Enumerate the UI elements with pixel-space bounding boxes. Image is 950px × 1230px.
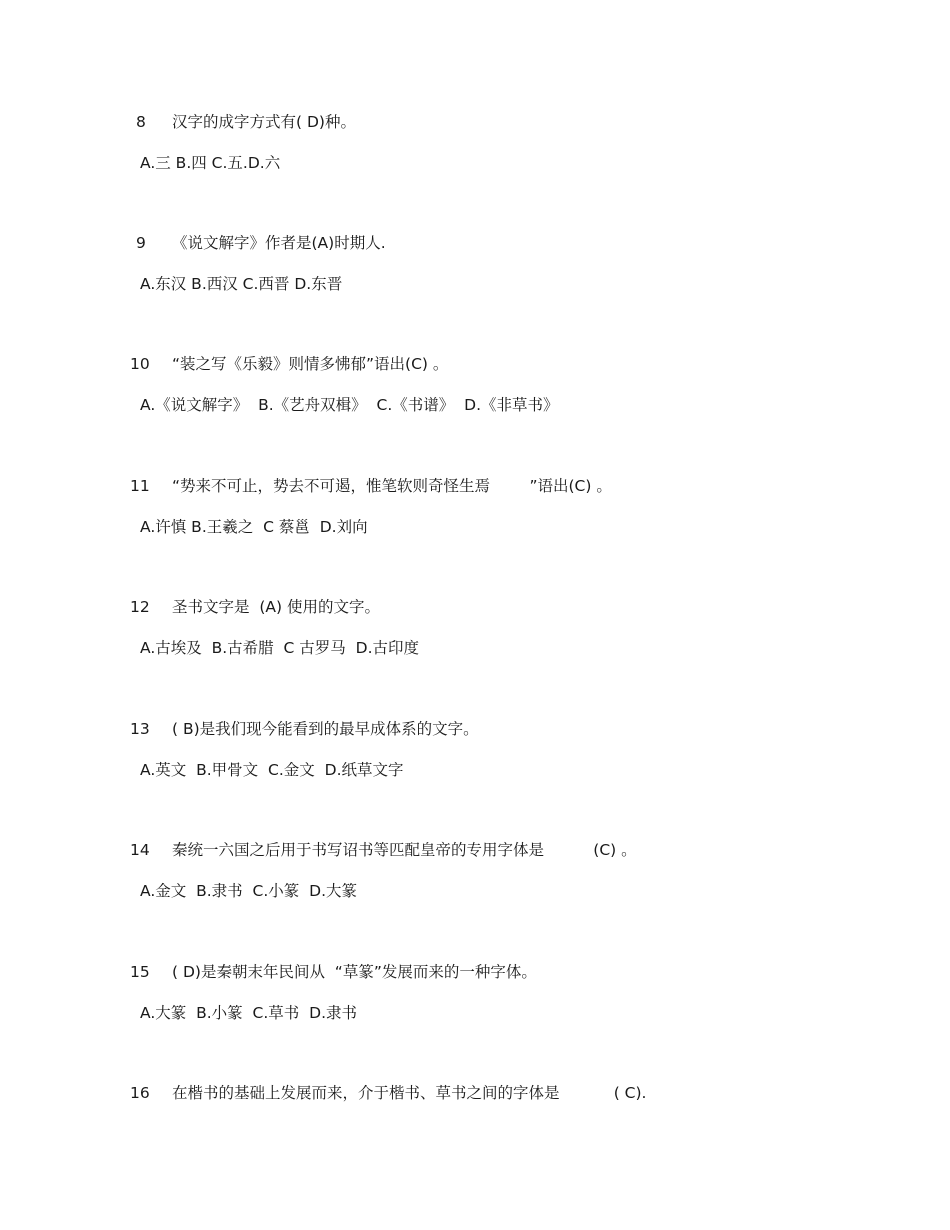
question-number: 16 [130, 1084, 150, 1102]
question-text: 《说文解字》作者是(A)时期人. [172, 234, 386, 252]
question-text: “势来不可止，势去不可遏，惟笔软则奇怪生焉 ”语出(C) 。 [172, 477, 612, 495]
question-line [130, 475, 612, 497]
question-number: 8 [136, 113, 146, 131]
answer-options: A.大篆 B.小篆 C.草书 D.隶书 [140, 1004, 357, 1022]
question-text: “装之写《乐毅》则情多怫郁”语出(C) 。 [172, 355, 449, 373]
answer-options: A.三 B.四 C.五.D.六 [140, 154, 281, 172]
question-line [130, 1082, 646, 1104]
question-text: 圣书文字是 (A) 使用的文字。 [172, 598, 380, 616]
question-text: 秦统一六国之后用于书写诏书等匹配皇帝的专用字体是 (C) 。 [172, 841, 637, 859]
question-number: 15 [130, 963, 150, 981]
question-text: 汉字的成字方式有( D)种。 [172, 113, 356, 131]
question-number: 13 [130, 720, 150, 738]
question-number: 11 [130, 477, 150, 495]
question-text: ( D)是秦朝末年民间从 “草篆”发展而来的一种字体。 [172, 963, 537, 981]
answer-options: A.英文 B.甲骨文 C.金文 D.纸草文字 [140, 761, 404, 779]
question-text: 在楷书的基础上发展而来，介于楷书、草书之间的字体是 ( C). [172, 1084, 647, 1102]
question-line [130, 839, 637, 861]
answer-options: A.东汉 B.西汉 C.西晋 D.东晋 [140, 275, 343, 293]
answer-options: A.许慎 B.王羲之 C 蔡邕 D.刘向 [140, 518, 368, 536]
question-line [130, 111, 356, 133]
question-number: 14 [130, 841, 150, 859]
question-line [130, 232, 386, 254]
question-text: ( B)是我们现今能看到的最早成体系的文字。 [172, 720, 479, 738]
answer-options: A.《说文解字》 B.《艺舟双楫》 C.《书谱》 D.《非草书》 [140, 396, 559, 414]
question-number: 12 [130, 598, 150, 616]
question-line [130, 961, 537, 983]
question-line [130, 718, 479, 740]
question-line [130, 353, 448, 375]
question-number: 9 [136, 234, 146, 252]
answer-options: A.金文 B.隶书 C.小篆 D.大篆 [140, 882, 357, 900]
question-number: 10 [130, 355, 150, 373]
question-line [130, 596, 380, 618]
answer-options: A.古埃及 B.古希腊 C 古罗马 D.古印度 [140, 639, 419, 657]
